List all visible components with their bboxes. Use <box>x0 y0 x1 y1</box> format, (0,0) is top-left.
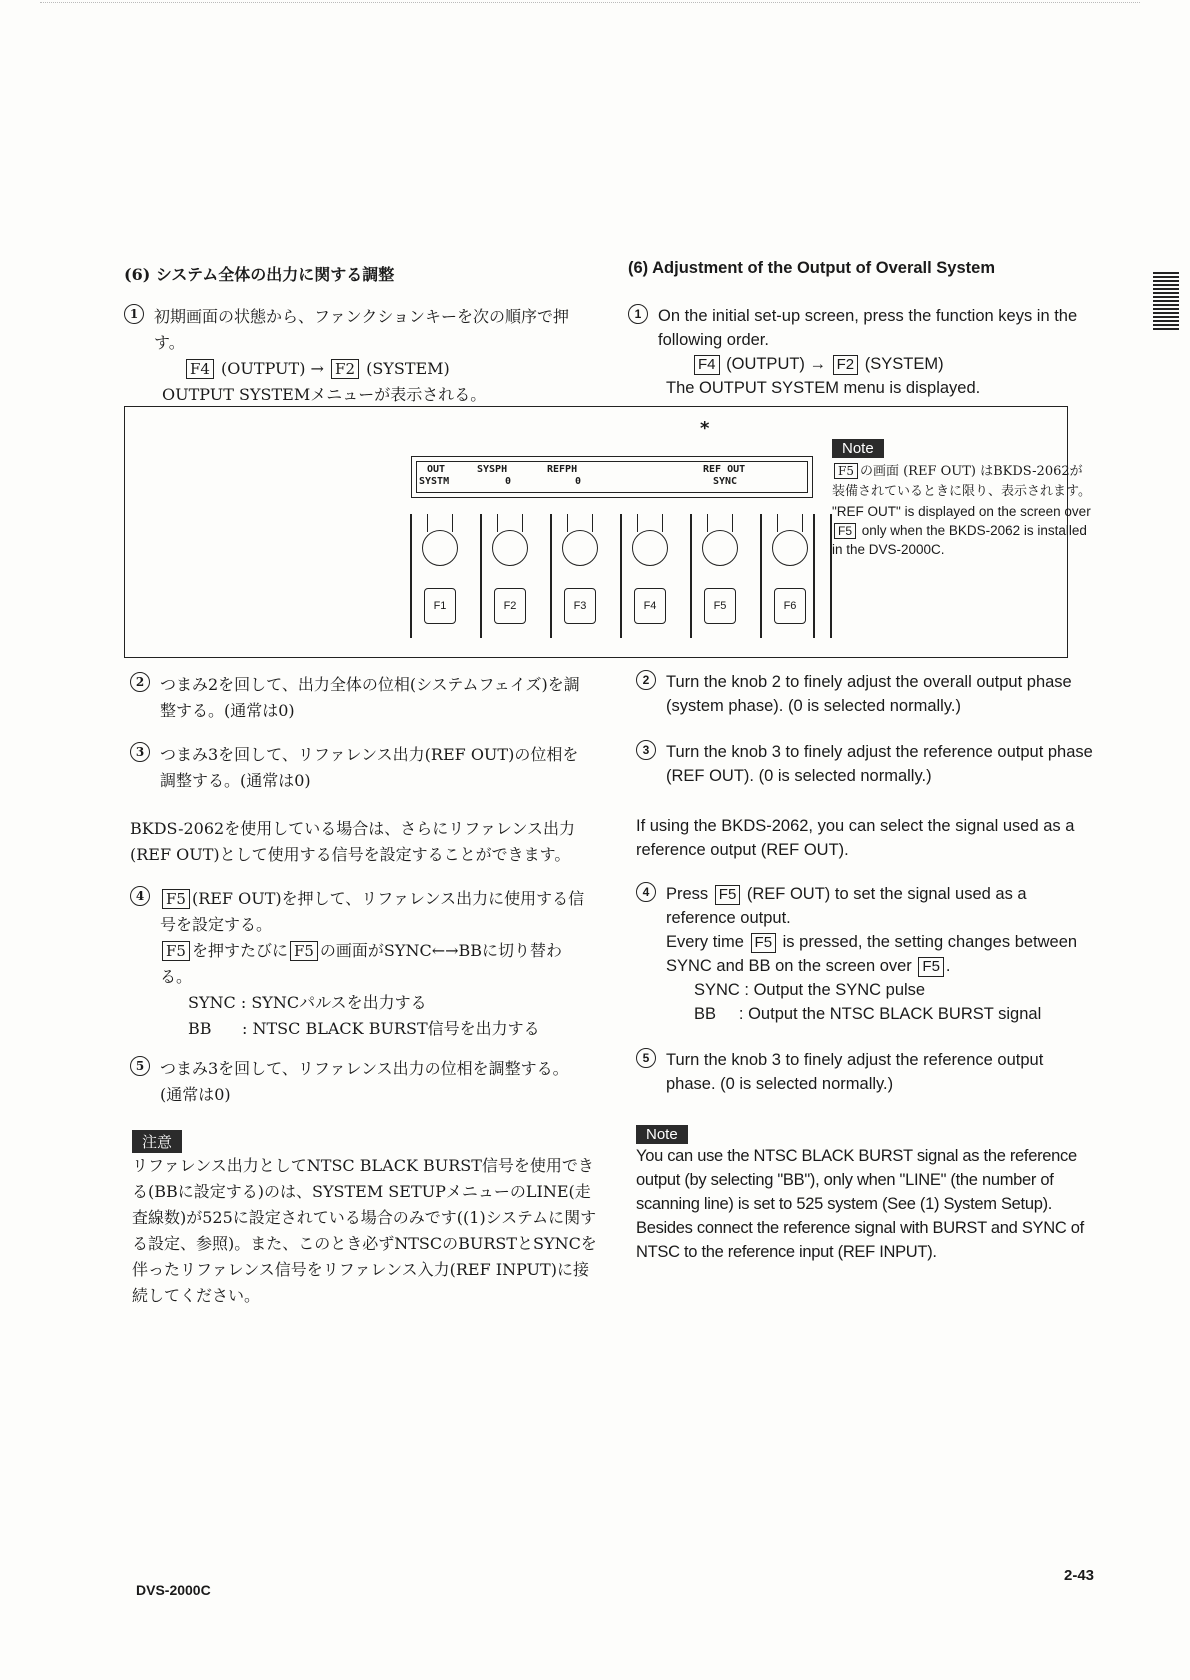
knob-6[interactable] <box>772 530 808 566</box>
function-key-1[interactable]: F1 <box>424 588 456 624</box>
step-result: OUTPUT SYSTEMメニューが表示される。 <box>162 385 487 404</box>
lcd-sysph-value: 0 <box>505 476 512 487</box>
lcd-screen <box>411 456 813 498</box>
step-number: 4 <box>130 886 150 906</box>
step-text: (REF OUT)を押して、リファレンス出力に使用する信号を設定する。 <box>160 889 585 934</box>
f5-key-label: F5 <box>834 463 858 479</box>
system-label: (SYSTEM) <box>864 355 944 373</box>
panel-divider <box>760 514 762 638</box>
right-step-4 <box>636 882 1106 1026</box>
function-key-3[interactable]: F3 <box>564 588 596 624</box>
f5-key-label: F5 <box>751 933 777 953</box>
page-number: 2-43 <box>1064 1567 1095 1584</box>
f5-key-label: F5 <box>290 941 318 961</box>
system-label: (SYSTEM) <box>366 359 450 378</box>
panel-divider <box>620 514 622 638</box>
function-key-4[interactable]: F4 <box>634 588 666 624</box>
knob-2[interactable] <box>492 530 528 566</box>
f2-key-label: F2 <box>331 359 359 379</box>
f5-key-label: F5 <box>162 889 190 909</box>
note-text: You can use the NTSC BLACK BURST signal as the reference output (by selecting "BB"), only when "LINE" (the number of scanning line) is set to 525 system (See (1) System Setup). Besides connect the reference signal with BURST and SYNC of NTSC to the reference input (REF INPUT). <box>636 1147 1084 1261</box>
sync-option: SYNC : SYNCパルスを出力する <box>188 993 427 1012</box>
left-step-2 <box>130 672 590 724</box>
f5-key-label: F5 <box>715 885 741 905</box>
step-number: 2 <box>636 670 656 690</box>
lcd-refout-label: REF OUT <box>703 464 746 475</box>
arrow-icon: → <box>809 355 827 373</box>
step-text: Turn the knob 3 to finely adjust the reference output phase. (0 is selected normally.) <box>666 1051 1044 1093</box>
step-text-2a: を押すたびに <box>191 941 288 960</box>
left-step-4 <box>130 886 600 1042</box>
step-text: つまみ2を回して、出力全体の位相(システムフェイズ)を調整する。(通常は0) <box>160 675 580 720</box>
right-heading: (6) Adjustment of the Output of Overall System <box>628 259 996 277</box>
bb-option: BB : Output the NTSC BLACK BURST signal <box>694 1005 1042 1023</box>
footer-model: DVS-2000C <box>136 1582 211 1598</box>
right-step-5 <box>636 1048 1102 1096</box>
f4-key-label: F4 <box>694 355 720 375</box>
note-tag: Note <box>832 439 884 458</box>
step-number: 5 <box>130 1056 150 1076</box>
f5-key-label: F5 <box>918 957 944 977</box>
right-step-2 <box>636 670 1102 718</box>
panel-divider <box>410 514 412 638</box>
panel-divider <box>550 514 552 638</box>
lcd-systm: SYSTM <box>419 476 450 487</box>
press-label: Press <box>666 885 709 903</box>
f2-key-label: F2 <box>833 355 859 375</box>
f5-key-label: F5 <box>834 523 856 539</box>
output-label: (OUTPUT) <box>221 359 306 378</box>
lcd-out: OUT <box>427 464 446 475</box>
function-key-2[interactable]: F2 <box>494 588 526 624</box>
left-step-1 <box>124 304 594 408</box>
output-label: (OUTPUT) <box>726 355 805 373</box>
knob-1[interactable] <box>422 530 458 566</box>
lcd-refph-value: 0 <box>575 476 582 487</box>
f5-key-label: F5 <box>162 941 190 961</box>
panel-divider <box>480 514 482 638</box>
step-text: (REF OUT) to set the signal used as a reference output. <box>666 885 1027 927</box>
function-key-6[interactable]: F6 <box>774 588 806 624</box>
arrow-icon: → <box>310 359 324 378</box>
function-key-5[interactable]: F5 <box>704 588 736 624</box>
top-rule <box>40 2 1140 3</box>
panel-divider <box>813 514 815 638</box>
left-step-5 <box>130 1056 600 1108</box>
step-text: 初期画面の状態から、ファンクションキーを次の順序で押す。 <box>154 307 570 352</box>
margin-index-mark <box>1153 272 1179 330</box>
panel-note <box>832 438 1092 559</box>
right-paragraph: If using the BKDS-2062, you can select the signal used as a reference output (REF OUT). <box>636 817 1075 859</box>
note-jp-text: の画面 (REF OUT) はBKDS-2062が装備されているときに限り、表示されます。 <box>832 464 1091 499</box>
right-step-3 <box>636 740 1102 788</box>
right-step-1 <box>628 304 1098 400</box>
step-number: 1 <box>124 304 144 324</box>
lcd-refph-label: REFPH <box>547 464 578 475</box>
left-heading: (6) システム全体の出力に関する調整 <box>124 265 395 284</box>
note-en-text-b: only when the BKDS-2062 is installed in the DVS-2000C. <box>832 523 1087 557</box>
caution-tag: 注意 <box>132 1130 182 1153</box>
left-step-3 <box>130 742 590 794</box>
step-number: 5 <box>636 1048 656 1068</box>
left-paragraph: BKDS-2062を使用している場合は、さらにリファレンス出力(REF OUT)として使用する信号を設定することができます。 <box>130 819 576 864</box>
step-number: 2 <box>130 672 150 692</box>
step-result: The OUTPUT SYSTEM menu is displayed. <box>666 379 981 397</box>
step-number: 3 <box>636 740 656 760</box>
step-text-2c: . <box>945 957 951 975</box>
asterisk-marker: * <box>700 418 710 439</box>
step-text: Turn the knob 2 to finely adjust the overall output phase (system phase). (0 is selected normally.) <box>666 673 1072 715</box>
knob-3[interactable] <box>562 530 598 566</box>
note-en-text-a: "REF OUT" is displayed on the screen over <box>832 504 1091 519</box>
step-text-2b: の画面がSYNC←→BBに切り替わる。 <box>160 941 563 986</box>
step-number: 3 <box>130 742 150 762</box>
f4-key-label: F4 <box>186 359 214 379</box>
panel-divider <box>690 514 692 638</box>
step-number: 4 <box>636 882 656 902</box>
step-text: つまみ3を回して、リファレンス出力の位相を調整する。(通常は0) <box>160 1059 569 1104</box>
step-text-2b: is pressed, the setting changes between SYNC and BB on the screen over <box>666 933 1078 975</box>
note-tag: Note <box>636 1125 688 1144</box>
lcd-refout-value: SYNC <box>713 476 738 487</box>
knob-4[interactable] <box>632 530 668 566</box>
right-note <box>636 1124 1102 1264</box>
knob-5[interactable] <box>702 530 738 566</box>
bb-option: BB : NTSC BLACK BURST信号を出力する <box>188 1019 540 1038</box>
step-text: つまみ3を回して、リファレンス出力(REF OUT)の位相を調整する。(通常は0) <box>160 745 579 790</box>
left-note <box>132 1130 600 1309</box>
step-text: On the initial set-up screen, press the function keys in the following order. <box>658 307 1078 349</box>
step-text-2a: Every time <box>666 933 744 951</box>
lcd-sysph-label: SYSPH <box>477 464 508 475</box>
step-text: Turn the knob 3 to finely adjust the reference output phase (REF OUT). (0 is selected normally.) <box>666 743 1093 785</box>
sync-option: SYNC : Output the SYNC pulse <box>694 981 926 999</box>
caution-text: リファレンス出力としてNTSC BLACK BURST信号を使用できる(BBに設定する)のは、SYSTEM SETUPメニューのLINE(走査線数)が525に設定されている場合のみです((1)システムに関する設定、参照)。また、このとき必ずNTSCのBURSTとSYNCを伴ったリファレンス信号をリファレンス入力(REF INPUT)に接続してください。 <box>132 1156 597 1305</box>
step-number: 1 <box>628 304 648 324</box>
